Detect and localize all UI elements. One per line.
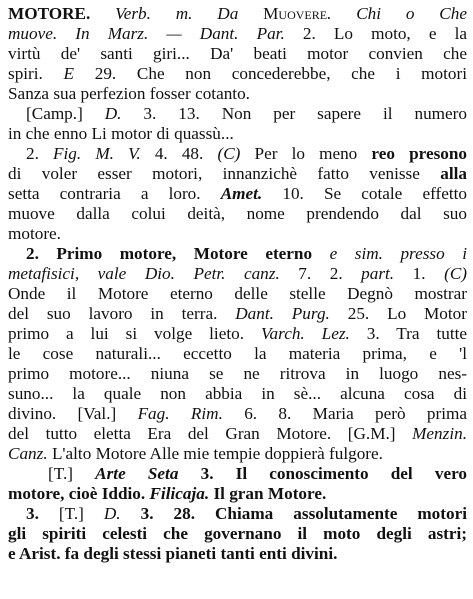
entry-text-segment: L'alto Motore Alle mie tempie doppierà fulgore.	[51, 444, 383, 463]
entry-text-segment: MOTORE.	[8, 4, 116, 23]
entry-text-segment: reo presono	[371, 144, 467, 163]
entry-text-segment: e sim. presso i	[329, 244, 467, 263]
entry-text-segment: Varch. Lez.	[260, 324, 367, 343]
dictionary-entry-motore	[8, 4, 467, 564]
entry-text-segment: divino. [Val.]	[8, 404, 138, 423]
entry-text-segment: 2. Primo motore, Motore eterno	[26, 244, 330, 263]
entry-text-segment: Il gran Motore.	[213, 484, 327, 503]
entry-text-segment: 2. Lo moto, e la	[302, 24, 467, 43]
entry-line	[8, 284, 467, 304]
entry-text-segment: primo motore... niuna se ne ritrova in luogo nes-	[8, 364, 467, 383]
entry-text-segment: 7. 2.	[298, 264, 362, 283]
entry-line	[8, 364, 467, 384]
entry-line	[8, 344, 467, 364]
entry-text-segment: Arte Seta	[95, 464, 201, 483]
entry-text-segment: motore, cioè Iddio.	[8, 484, 150, 503]
entry-line	[8, 324, 467, 344]
entry-text-segment: Per lo meno	[254, 144, 372, 163]
entry-text-segment: metafisici, vale Dio. Petr. canz.	[8, 264, 299, 283]
entry-text-segment: (C)	[217, 144, 255, 163]
entry-text-segment: 3. 13. Non per sapere il numero	[143, 104, 467, 123]
entry-text-segment: Sanza sua perfezion fosser cotanto.	[8, 84, 250, 103]
entry-text-segment: muove dalla colui deità, nome prendendo dal suo	[8, 204, 467, 223]
entry-text-segment: primo a lui si volge lieto.	[8, 324, 261, 343]
entry-line	[8, 304, 467, 324]
entry-text-segment: Fig. M. V.	[53, 144, 155, 163]
entry-line	[8, 144, 467, 164]
entry-line	[8, 484, 467, 504]
entry-text-segment: muove. In Marz. — Dant. Par.	[8, 24, 303, 43]
entry-text-segment: 3.	[26, 504, 59, 523]
entry-text-segment: spiri.	[8, 64, 64, 83]
entry-line	[8, 84, 467, 104]
entry-text-segment: E	[63, 64, 95, 83]
entry-line	[8, 444, 467, 464]
entry-text-segment: del suo lavoro in terra.	[8, 304, 236, 323]
entry-line	[8, 424, 467, 444]
entry-text-segment: 10. Se cotale effetto	[282, 184, 467, 203]
entry-text-segment: virtù de' santi giri... Da' beati motor convien che	[8, 44, 467, 63]
entry-text-segment: 2.	[26, 144, 54, 163]
entry-text-segment: del tutto eletta Era del Gran Motore. [G.M.]	[8, 424, 413, 443]
entry-line	[8, 104, 467, 124]
entry-line	[8, 504, 467, 524]
entry-text-segment: Amet.	[220, 184, 283, 203]
entry-text-segment: [T.]	[58, 504, 104, 523]
entry-text-segment: [Camp.]	[26, 104, 105, 123]
entry-text-segment: (C)	[444, 264, 467, 283]
entry-text-segment: Filicaja.	[149, 484, 214, 503]
entry-text-segment: 4. 48.	[154, 144, 218, 163]
entry-text-segment: . Chi o Che	[327, 4, 467, 23]
entry-text-segment: Verb. m. Da	[115, 4, 264, 23]
entry-line	[8, 44, 467, 64]
entry-text-segment: setta contraria a loro.	[8, 184, 221, 203]
entry-text-segment: 25. Lo Motor	[347, 304, 467, 323]
entry-line	[8, 404, 467, 424]
entry-text-segment: suno... la quale non abbia in sè... alcuna cosa di	[8, 384, 467, 403]
entry-text-segment: Menzin.	[412, 424, 467, 443]
entry-text-segment: 3. 28. Chiama assolutamente motori	[140, 504, 467, 523]
entry-text-segment: 3. Il conoscimento del vero	[200, 464, 467, 483]
entry-line	[8, 184, 467, 204]
entry-text-segment: 6. 8. Maria però prima	[244, 404, 467, 423]
entry-line	[8, 224, 467, 244]
entry-text-segment: D.	[104, 104, 144, 123]
entry-line	[8, 4, 467, 24]
entry-line	[8, 64, 467, 84]
entry-line	[8, 244, 467, 264]
entry-text-segment: Muovere	[263, 4, 328, 23]
entry-text-segment: [T.]	[48, 464, 96, 483]
entry-text-segment: e Arist. fa degli stessi pianeti tanti enti divini.	[8, 544, 338, 563]
entry-line	[8, 204, 467, 224]
entry-line	[8, 384, 467, 404]
entry-text-segment: Canz.	[8, 444, 52, 463]
entry-line	[8, 544, 467, 564]
entry-text-segment: Onde il Motore eterno delle stelle Degnò mostrar	[8, 284, 467, 303]
entry-line	[8, 464, 467, 484]
entry-line	[8, 164, 467, 184]
entry-line	[8, 24, 467, 44]
entry-text-segment: Dant. Purg.	[235, 304, 348, 323]
entry-text-segment: in che enno Li motor di quassù...	[8, 124, 234, 143]
entry-text-segment: motore.	[8, 224, 61, 243]
entry-text-segment: part.	[361, 264, 413, 283]
entry-text-segment: Fag. Rim.	[137, 404, 245, 423]
entry-text-segment: alla	[440, 164, 467, 183]
entry-text-segment: 29. Che non concederebbe, che i motori	[94, 64, 467, 83]
entry-line	[8, 124, 467, 144]
entry-text-segment: D.	[103, 504, 141, 523]
entry-text-segment: 3. Tra tutte	[366, 324, 467, 343]
entry-text-segment: di voler esser motori, innanzichè fatto venisse	[8, 164, 441, 183]
entry-text-segment: le cose naturali... eccetto la materia prima, e 'l	[8, 344, 467, 363]
entry-text-segment: 1.	[412, 264, 445, 283]
entry-line	[8, 524, 467, 544]
entry-line	[8, 264, 467, 284]
entry-text-segment: gli spiriti celesti che governano il moto degli astri;	[8, 524, 467, 543]
